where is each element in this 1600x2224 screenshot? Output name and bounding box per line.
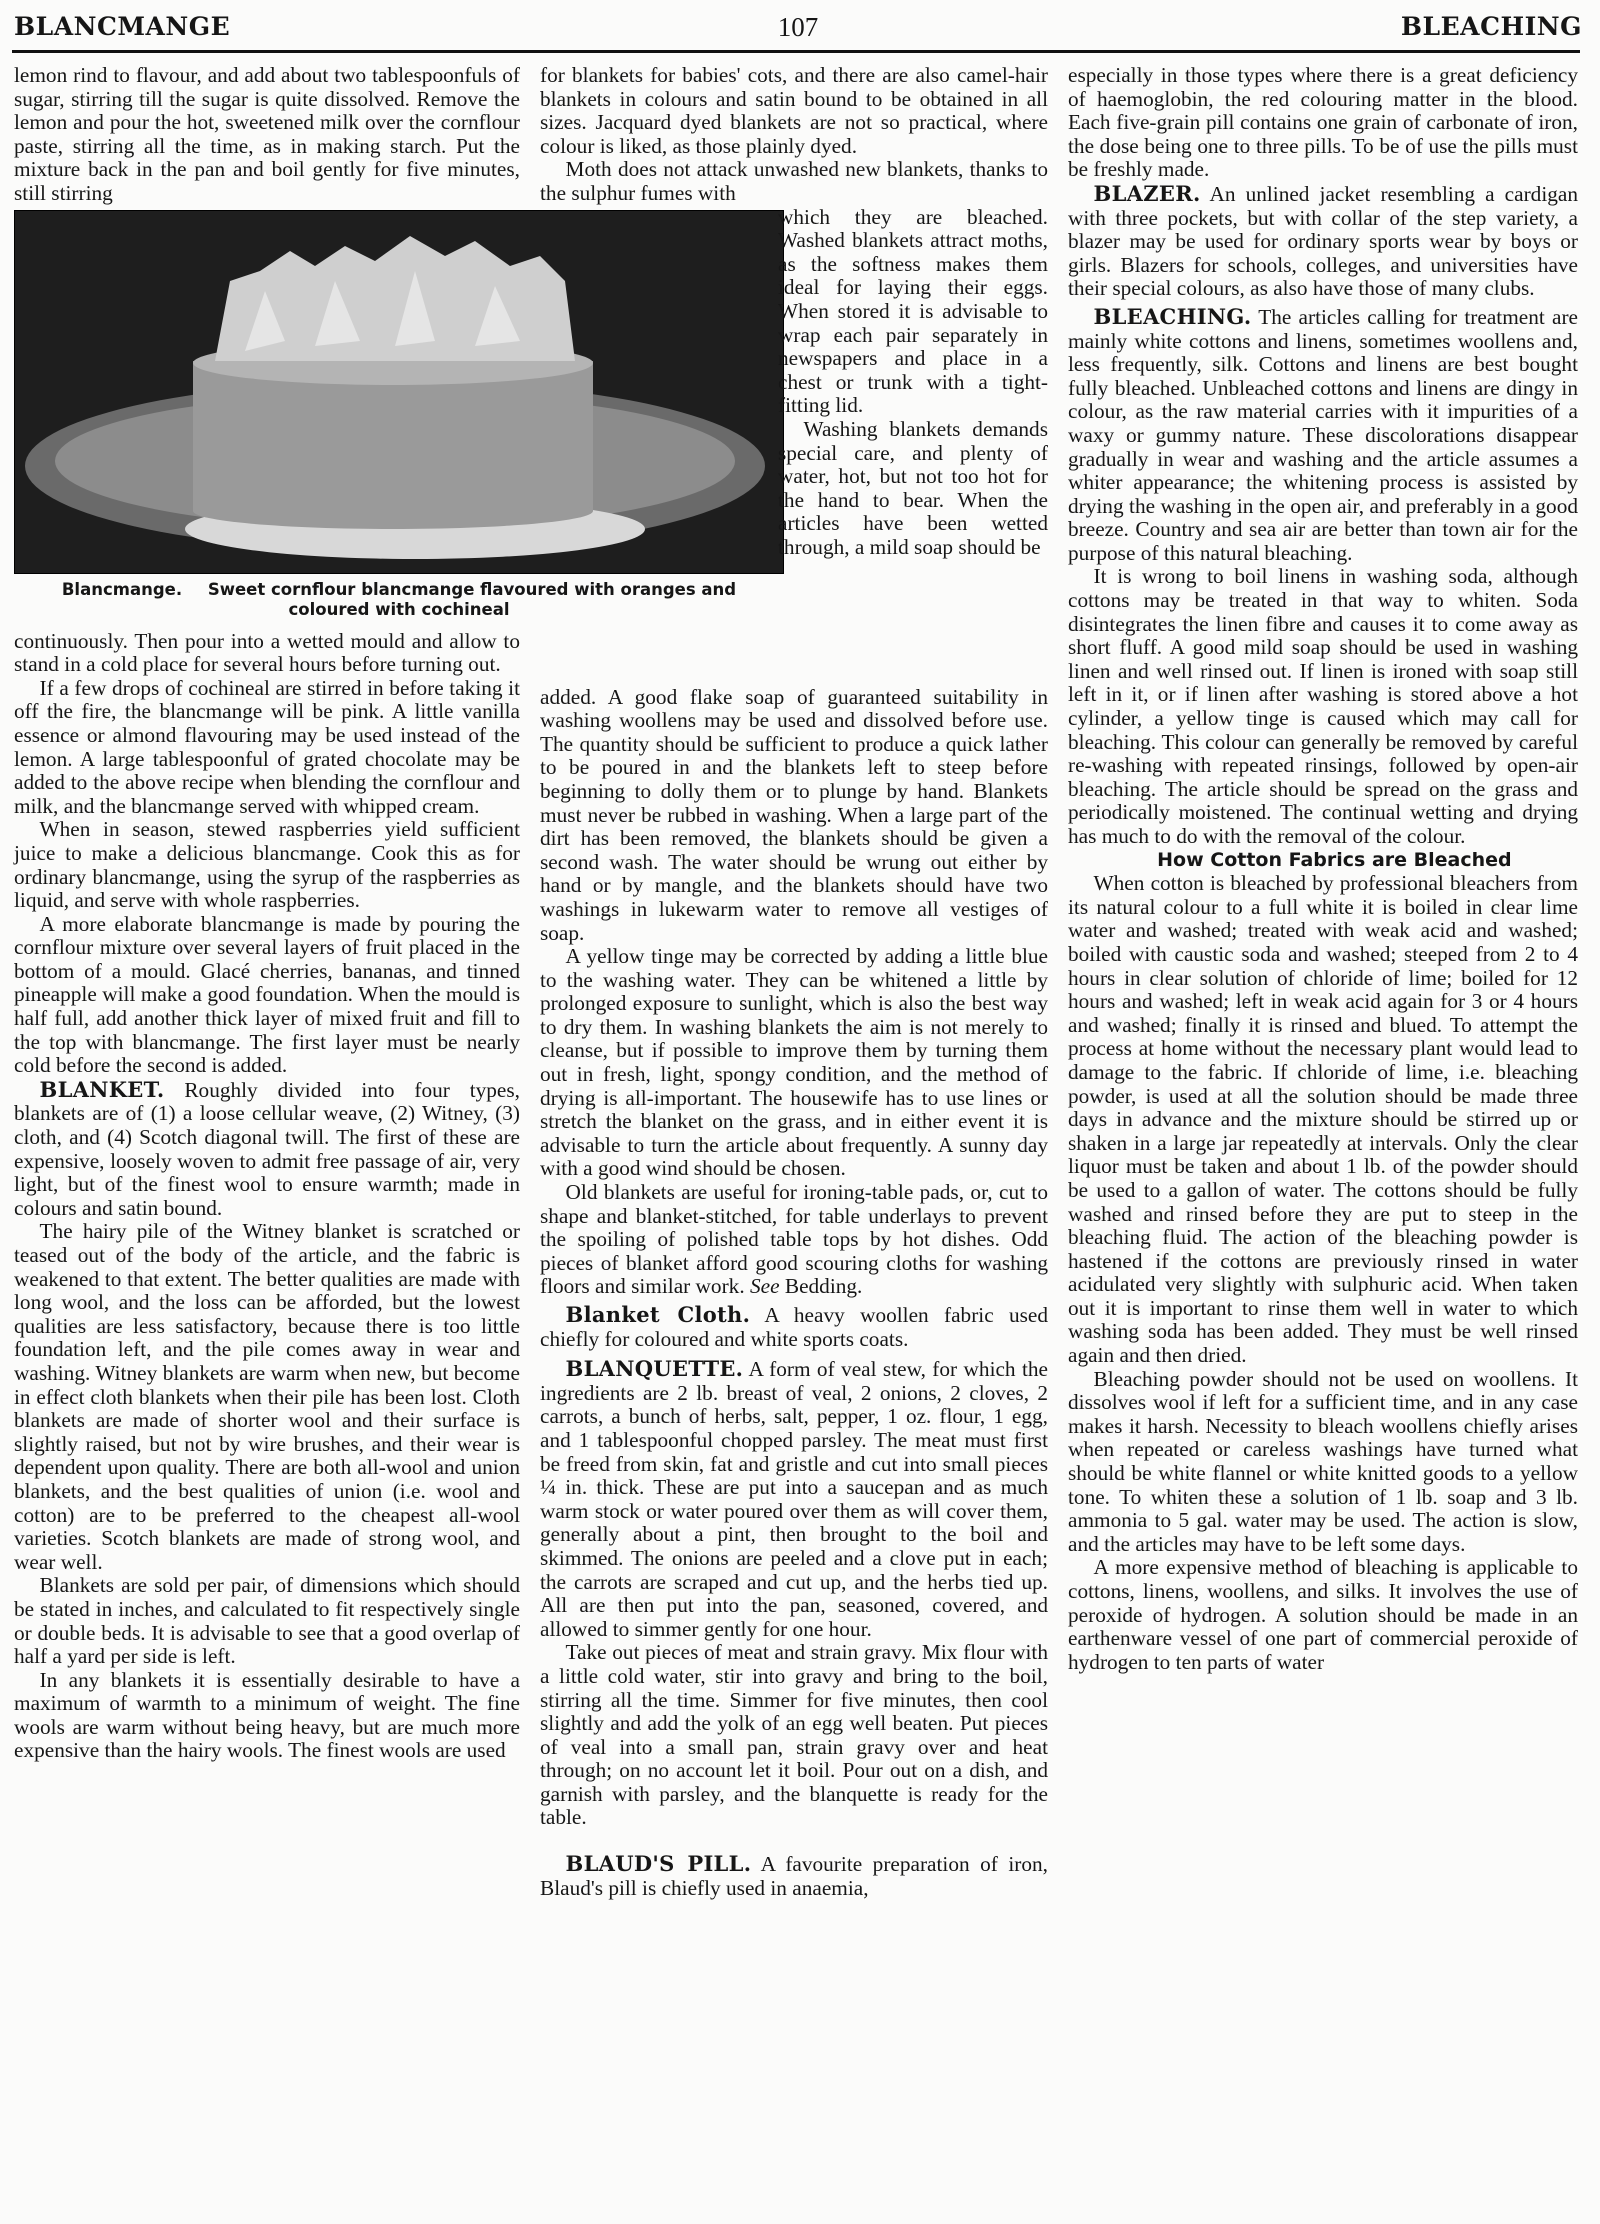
paragraph: When cotton is bleached by professional bleachers from its natural colour to a full white it is boiled in clear lime water and washed; treated with weak acid and washed; boiled with caustic soda and washed; steeped from 2 to 4 hours in clear solution of chloride of lime; boiled for 12 hours and washed; left in weak acid again for 3 or 4 hours and washed; finally it is rinsed and blued. To attempt the process at home without the necessary plant would lead to damage to the fabric. If chloride of lime, i.e. bleaching powder, is used at all the solution should be made three days in advance and the mixture should be stirred up or shaken in a large jar repeatedly at intervals. Only the clear liquor must be taken and about 1 lb. of the powder should be used to a gallon of water. The cottons should be fully washed and rinsed before they are put to steep in the bleaching fluid. The action of the bleaching powder is hastened if the cottons are previously rinsed in water acidulated very slightly with sulphuric acid. When taken out it is important to rinse them well in water to which washing soda has been added. They must be well rinsed again and then dried. [1068, 871, 1578, 1368]
paragraph: Moth does not attack unwashed new blankets, thanks to the sulphur fumes with [540, 157, 1048, 205]
paragraph: which they are bleached. Washed blankets attract moths, as the softness makes them ideal for laying their eggs. When stored it is advisable to wrap each pair separately in newspapers and place in a chest or trunk with a tight-fitting lid. [778, 204, 1048, 418]
paragraph: Bleaching powder should not be used on woollens. It dissolves wool if left for a sufficient time, and in any case makes it harsh. Necessity to bleach woollens chiefly arises when repeated or careless washings have turned what should be white flannel or white knitted goods to a yellow tone. To whiten these a solution of 1 lb. soap and 3 lb. ammonia to 5 gal. water may be used. The action is slow, and the articles may have to be left some days. [1068, 1366, 1578, 1556]
paragraph-text: Old blankets are useful for ironing-table pads, or, cut to shape and blanket-stitched, for table underlays to prevent the spoiling of polished table tops by hot dishes. Odd pieces of blanket afford good scouring cloths for washing floors and similar work. [540, 1180, 1048, 1299]
paragraph: added. A good flake soap of guaranteed suitability in washing woollens may be used and dissolved before use. The quantity should be sufficient to produce a quick lather to be poured in and the blankets left to steep before beginning to dolly them or to plunge by hand. Blankets must never be rubbed in washing. When a large part of the dirt has been removed, the blankets should be given a second wash. The water should be wrung out either by hand or by mangle, and the blankets should have two washings in lukewarm water to remove all vestiges of soap. [540, 684, 1048, 945]
column-2 [540, 64, 1048, 1900]
section-subheading: How Cotton Fabrics are Bleached [1157, 848, 1512, 871]
figure-wrap-space [540, 206, 778, 686]
running-header [14, 10, 1582, 48]
headword-blanquette: BLANQUETTE. [565, 1356, 744, 1382]
entry-blanket-cloth [540, 1303, 1048, 1351]
entry-blauds-pill [540, 1852, 1048, 1900]
paragraph: for blankets for babies' cots, and there are also camel-hair blankets in colours and satin bound to be obtained in all sizes. Jacquard dyed blankets are not so practical, where colour is liked, as those plainly dyed. [540, 63, 1048, 158]
entry-text: A favourite preparation of iron, Blaud's pill is chiefly used in anaemia, [540, 1852, 1048, 1900]
paragraph: A more expensive method of bleaching is applicable to cottons, linens, woollens, and silks. It involves the use of peroxide of hydrogen. A solution should be made in an earthenware vessel of one part of commercial peroxide of hydrogen to ten parts of water [1068, 1555, 1578, 1674]
headword-bleaching: BLEACHING. [1093, 303, 1252, 329]
paragraph: When in season, stewed raspberries yield sufficient juice to make a delicious blancmange. Cook this as for ordinary blancmange, using the syrup of the raspberries as liquid, and serve with whole raspberries. [14, 817, 520, 913]
column-3 [1068, 64, 1578, 1674]
entry-text: A form of veal stew, for which the ingredients are 2 lb. breast of veal, 2 onions, 2 cloves, 2 carrots, a bunch of herbs, salt, pepper, 1 oz. flour, 1 egg, and 1 tablespoonful chopped parsley. The meat must first be freed from skin, fat and gristle and cut into small pieces ¼ in. thick. These are put into a saucepan and as much warm stock or water poured over them as will cover them, generally about a pint, then brought to the boil and skimmed. The onions are peeled and a clove put in each; the carrots are scraped and cut up, and the herbs tied up. All are then put into the pan, seasoned, covered, and allowed to simmer gently for one hour. [540, 1357, 1048, 1641]
caption-label: Blancmange. [61, 579, 183, 599]
left-guide-word: BLANCMANGE [14, 12, 231, 41]
paragraph: In any blankets it is essentially desirable to have a maximum of warmth to a minimum of weight. The fine wools are warm without being heavy, but are much more expensive than the hairy wools. The finest wools are used [14, 1667, 520, 1763]
headword-blanket: BLANKET. [39, 1076, 165, 1102]
headword-blazer: BLAZER. [1093, 180, 1201, 206]
entry-text: An unlined jacket resembling a cardigan with three pockets, but with collar of the step variety, a blazer may be used for ordinary sports wear by boys or girls. Blazers for schools, colleges, and universities have their special colours, as also have those of many clubs. [1068, 181, 1578, 301]
paragraph: Washing blankets demands special care, and plenty of water, hot, but not too hot for the hand to bear. When the articles have been wetted through, a mild soap should be [778, 416, 1048, 559]
spacer [540, 1830, 1048, 1852]
headword-blanket-cloth: Blanket Cloth. [565, 1302, 751, 1327]
entry-text: The articles calling for treatment are mainly white cottons and linens, sometimes woollens and, less frequently, silk. Cottons and linens are best bought fully bleached. Unbleached cottons and linens are dingy in colour, as the raw material carries with it impurities of a waxy or gummy nature. These discolorations disappear gradually in wear and washing and the article assumes a whiter appearance; the whitening process is assisted by drying the washing in the open air, and preferably in a good breeze. Country and sea air are better than town air for the purpose of this natural bleaching. [1068, 304, 1578, 565]
cross-reference-link[interactable]: Bedding. [784, 1274, 863, 1299]
paragraph: Take out pieces of meat and strain gravy. Mix flour with a little cold water, stir into gravy and bring to the boil, stirring all the time. Simmer for five minutes, then cool slightly and add the yolk of an egg well beaten. Put pieces of veal into a small pan, strain gravy over and heat through; on no account let it boil. Pour out on a dish, and garnish with parsley, and the blanquette is ready for the table. [540, 1640, 1048, 1830]
entry-blanquette [540, 1357, 1048, 1641]
paragraph: Blankets are sold per pair, of dimensions which should be stated in inches, and calculated to fit respectively single or double beds. It is advisable to see that a good overlap of half a yard per side is left. [14, 1573, 520, 1669]
header-rule [12, 50, 1580, 53]
paragraph: A more elaborate blancmange is made by pouring the cornflour mixture over several layers of fruit placed in the bottom of a mould. Glacé cherries, bananas, and tinned pineapple will make a good foundation. When the mould is half full, add another thick layer of mixed fruit and fill to the top with blancmange. The first layer must be nearly cold before the second is added. [14, 911, 520, 1078]
paragraph: If a few drops of cochineal are stirred in before taking it off the fire, the blancmange will be pink. A little vanilla essence or almond flavouring may be used instead of the lemon. A large tablespoonful of grated chocolate may be added to the above recipe when blending the cornflour and milk, and the blancmange served with whipped cream. [14, 675, 520, 818]
paragraph: The hairy pile of the Witney blanket is scratched or teased out of the body of the article, and the fabric is weakened to that extent. The better qualities are made with long wool, and the loss can be afforded, but the lowest qualities are less satisfactory, because there is too little foundation left, and the pile comes away in wear and washing. Witney blankets are warm when new, but become in effect cloth blankets when their pile has been lost. Cloth blankets are made of shorter wool and their surface is slightly raised, but not by wire brushes, and their wear is dependent upon quality. There are both all-wool and union blankets, and the best qualities of union (i.e. wool and cotton) are to be preferred to the cheapest all-wool varieties. Scotch blankets are made of strong wool, and wear well. [14, 1219, 520, 1574]
paragraph: It is wrong to boil linens in washing soda, although cottons may be treated in that way to whiten. Soda disintegrates the linen fibre and causes it to come away as short fluff. A good mild soap should be used in washing linen and well rinsed out. If linen is ironed with soap still left in it, or if linen after washing is stored above a hot cylinder, a yellow tinge is caused which may call for bleaching. This colour can generally be removed by careful re-washing with repeated rinsings, followed by open-air bleaching. The article should be spread on the grass and periodically moistened. The continual wetting and drying has much to do with the removal of the colour. [1068, 564, 1578, 848]
entry-bleaching [1068, 305, 1578, 566]
caption-text: Sweet cornflour blancmange flavoured with oranges and coloured with cochineal [207, 579, 737, 619]
entry-text: Roughly divided into four types, blankets are of (1) a loose cellular weave, (2) Witney, (3) cloth, and (4) Scotch diagonal twill. The first of these are expensive, loosely woven to admit free passage of air, very light, but of the finest wool to ensure warmth; made in colours and satin bound. [14, 1077, 521, 1220]
paragraph: A yellow tinge may be corrected by adding a little blue to the washing water. They can be whitened a little by prolonged exposure to sunlight, which is also the best way to dry them. In washing blankets the aim is not merely to cleanse, but if possible to improve them by turning them out in fresh, light, spongy condition, and the method of drying is all-important. The housewife has to use lines or stretch the blanket on the grass, and in either event it is advisable to turn the article about frequently. A sunny day with a good wind should be chosen. [540, 944, 1048, 1181]
right-guide-word: BLEACHING [1400, 12, 1582, 41]
paragraph: continuously. Then pour into a wetted mould and allow to stand in a cold place for several hours before turning out. [14, 628, 520, 677]
headword-blauds-pill: BLAUD'S PILL. [565, 1851, 752, 1877]
entry-text: A heavy woollen fabric used chiefly for coloured and white sports coats. [540, 1303, 1049, 1351]
entry-blazer [1068, 182, 1578, 301]
paragraph: lemon rind to flavour, and add about two tablespoonfuls of sugar, stirring till the sugar is quite dissolved. Remove the lemon and pour the hot, sweetened milk over the cornflour paste, stirring all the time, as in making starch. Put the mixture back in the pan and boil gently for five minutes, still stirring [14, 63, 520, 205]
paragraph [540, 1181, 1048, 1299]
see-label: See [749, 1274, 780, 1299]
entry-blanket [14, 1078, 520, 1221]
paragraph: especially in those types where there is a great deficiency of haemoglobin, the red colouring matter in the blood. Each five-grain pill contains one grain of carbonate of iron, the dose being one to three pills. To be of use the pills must be freshly made. [1068, 63, 1578, 182]
page-number: 107 [777, 12, 819, 42]
